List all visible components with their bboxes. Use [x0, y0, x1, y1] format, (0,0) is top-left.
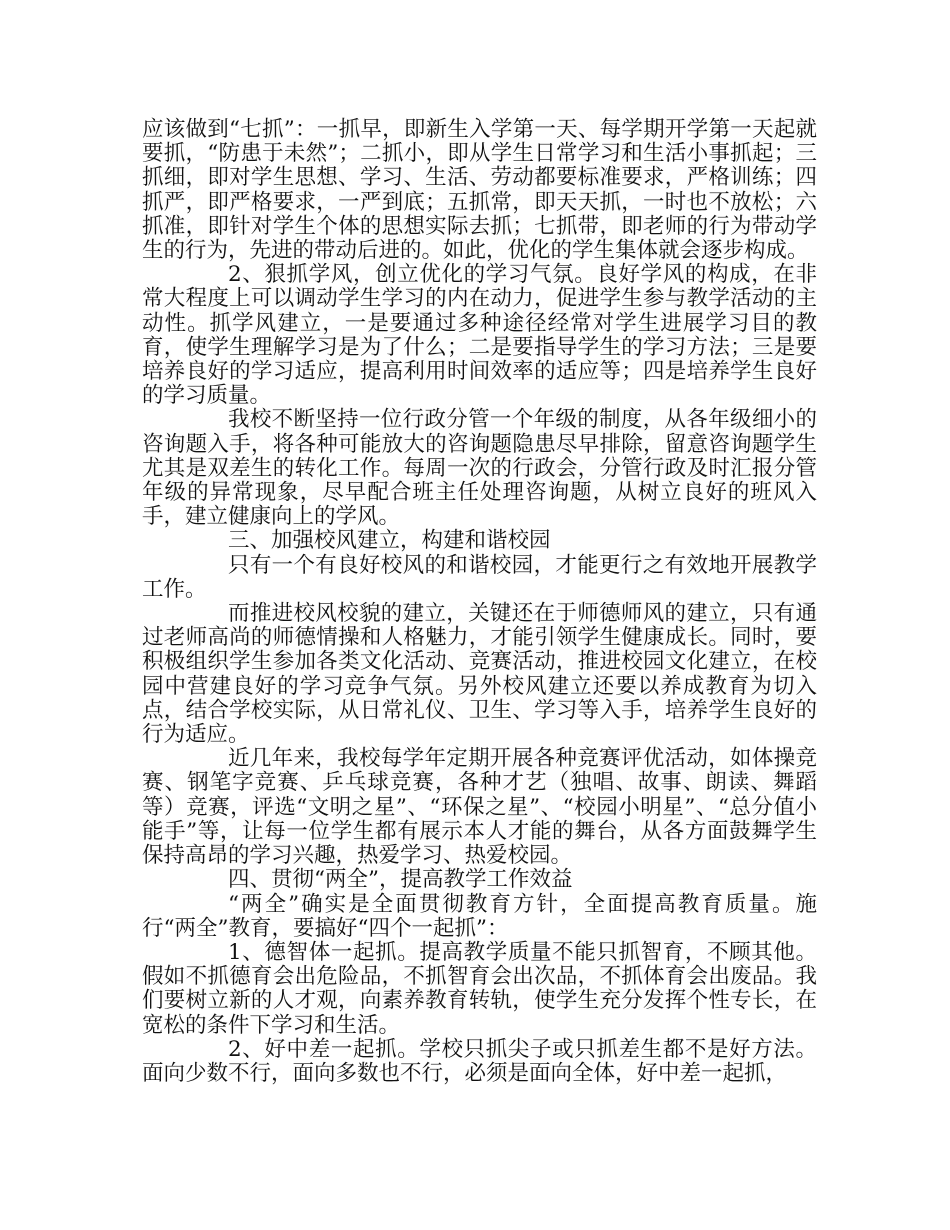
- paragraph-competitions: 近几年来，我校每学年定期开展各种竞赛评优活动，如体操竞赛、钢笔字竞赛、乒乓球竞赛，各种才艺（独唱、故事、朗读、舞蹈等）竞赛，评选“文明之星”、“环保之星”、“校园小明星”、“总分值小能手”等，让每一位学生都有展示本人才能的舞台，从各方面鼓舞学生保持高昂的学习兴趣，热爱学习、热爱校园。: [142, 746, 817, 869]
- paragraph-harmonious-campus: 只有一个有良好校风的和谐校园，才能更行之有效地开展教学工作。: [142, 552, 817, 602]
- document-body: [142, 118, 817, 1086]
- paragraph-admin-system: 我校不断坚持一位行政分管一个年级的制度，从各年级细小的咨询题入手，将各种可能放大的咨询题隐患尽早排除，留意咨询题学生尤其是双差生的转化工作。每周一次的行政会，分管行政及时汇报分管年级的异常现象，尽早配合班主任处理咨询题，从树立良好的班风入手，建立健康向上的学风。: [142, 407, 817, 530]
- paragraph-two-wholes-intro: “两全”确实是全面贯彻教育方针，全面提高教育质量。施行“两全”教育，要搞好“四个一起抓”：: [142, 891, 817, 941]
- section-heading-two-wholes: 四、贯彻“两全”，提高教学工作效益: [228, 867, 573, 893]
- paragraph-good-middle-poor: 2、好中差一起抓。学校只抓尖子或只抓差生都不是好方法。面向少数不行，面向多数也不行，必须是面向全体，好中差一起抓，: [142, 1036, 817, 1086]
- paragraph-seven-grasps: 应该做到“七抓”：一抓早，即新生入学第一天、每学期开学第一天起就要抓，“防患于未然”；二抓小，即从学生日常学习和生活小事抓起；三抓细，即对学生思想、学习、生活、劳动都要标准要求，严格训练；四抓严，即严格要求，一严到底；五抓常，即天天抓，一时也不放松；六抓准，即针对学生个体的思想实际去抓；七抓带，即老师的行为带动学生的行为，先进的带动后进的。如此，优化的学生集体就会逐步构成。: [142, 117, 817, 264]
- paragraph-teacher-ethics: 而推进校风校貌的建立，关键还在于师德师风的建立，只有通过老师高尚的师德情操和人格魅力，才能引领学生健康成长。同时，要积极组织学生参加各类文化活动、竞赛活动，推进校园文化建立，在校园中营建良好的学习竞争气氛。另外校风建立还要以养成教育为切入点，结合学校实际，从日常礼仪、卫生、学习等入手，培养学生良好的行为适应。: [142, 601, 817, 748]
- section-heading-school-spirit: 三、加强校风建立，构建和谐校园: [228, 528, 551, 554]
- paragraph-study-style: 2、狠抓学风，创立优化的学习气氛。良好学风的构成，在非常大程度上可以调动学生学习的内在动力，促进学生参与教学活动的主动性。抓学风建立，一是要通过多种途径经常对学生进展学习目的教育，使学生理解学习是为了什么；二是要指导学生的学习方法；三是要培养良好的学习适应，提高利用时间效率的适应等；四是培养学生良好的学习质量。: [142, 262, 817, 409]
- paragraph-moral-intellect-physical: 1、德智体一起抓。提高教学质量不能只抓智育，不顾其他。假如不抓德育会出危险品，不抓智育会出次品，不抓体育会出废品。我们要树立新的人才观，向素养教育转轨，使学生充分发挥个性专长，在宽松的条件下学习和生活。: [142, 939, 817, 1038]
